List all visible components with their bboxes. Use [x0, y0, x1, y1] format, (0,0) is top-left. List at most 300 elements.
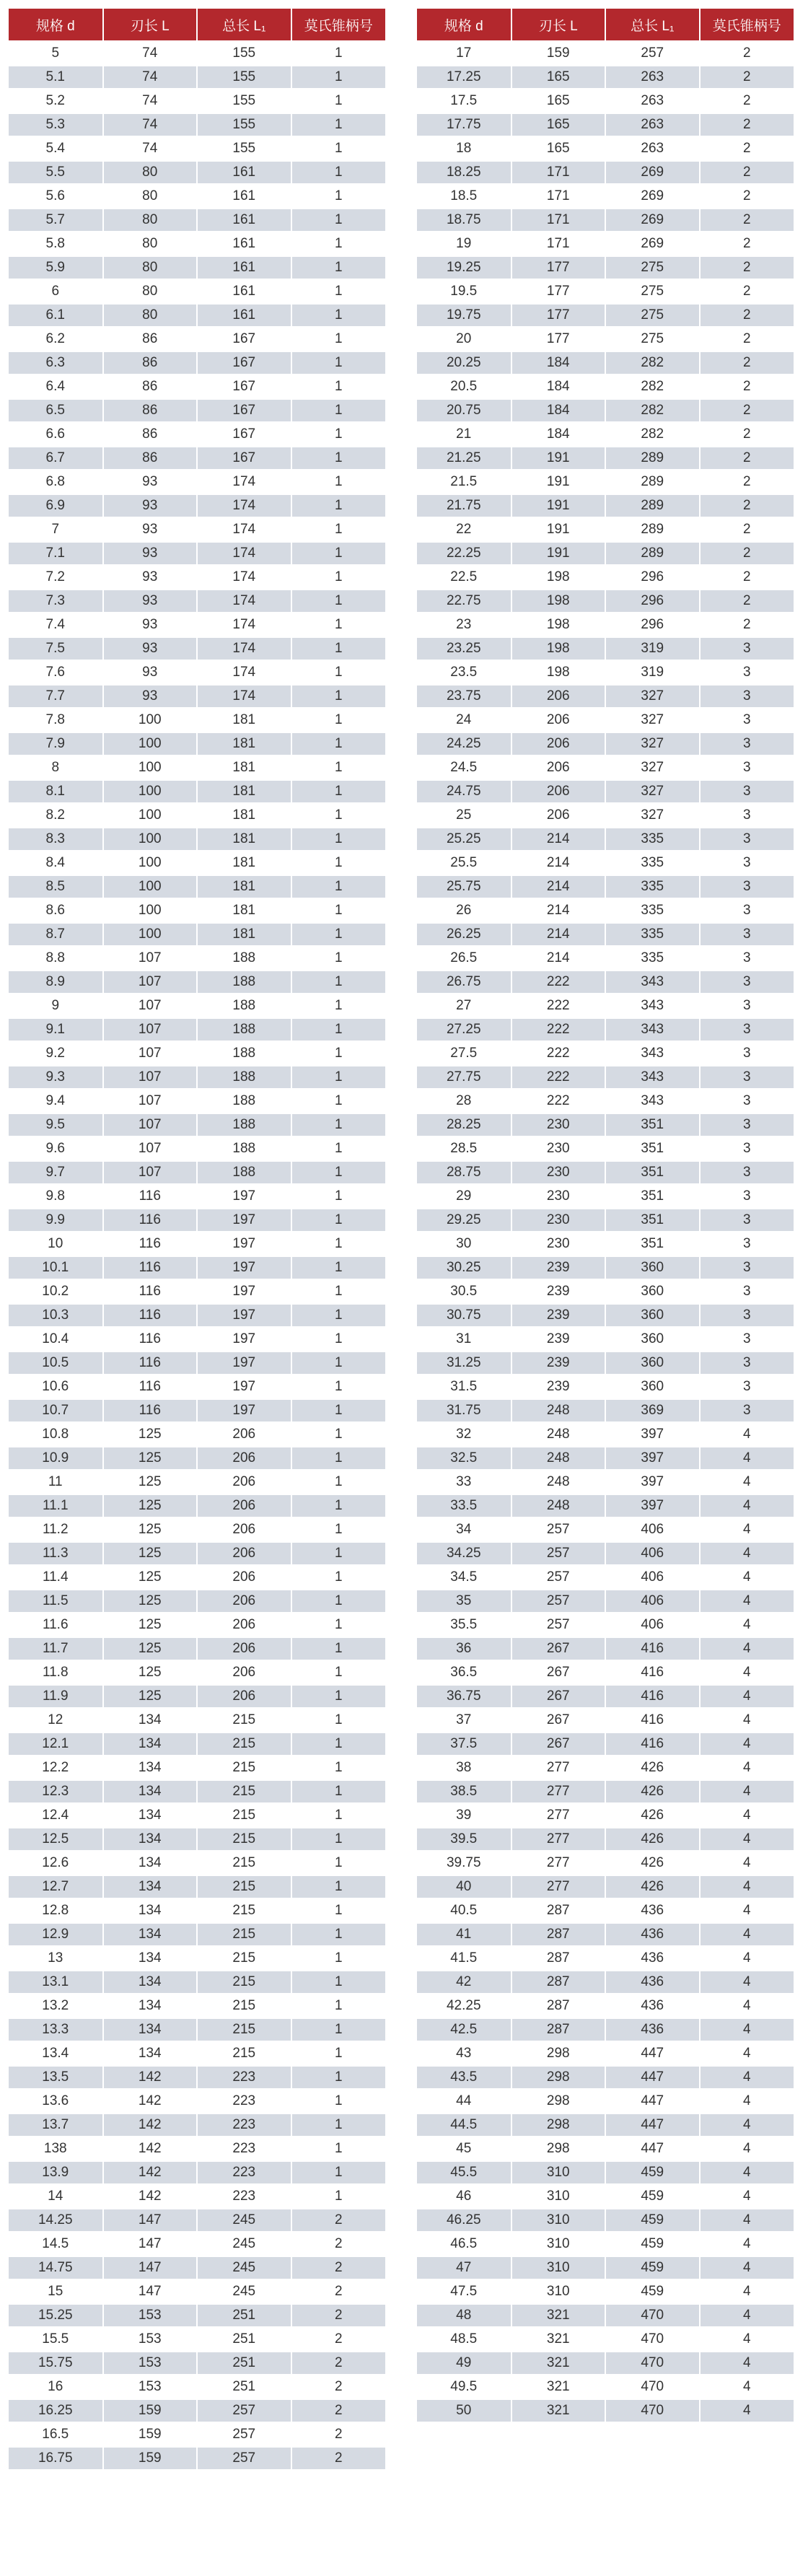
table-row [417, 2375, 794, 2399]
cell-spec-d: 12 [9, 1709, 103, 1732]
cell-flute-length: 74 [103, 89, 198, 113]
cell-total-length: 327 [605, 804, 700, 828]
table-row [9, 994, 385, 1018]
cell-morse-taper: 1 [291, 2042, 386, 2066]
table-row [417, 161, 794, 185]
cell-flute-length: 74 [103, 42, 198, 66]
cell-flute-length: 214 [511, 851, 606, 875]
cell-total-length: 296 [605, 590, 700, 613]
cell-spec-d: 11.3 [9, 1542, 103, 1566]
cell-morse-taper: 1 [291, 113, 386, 137]
table-row [9, 1137, 385, 1161]
cell-flute-length: 206 [511, 732, 606, 756]
cell-spec-d: 11.4 [9, 1566, 103, 1590]
cell-total-length: 197 [197, 1399, 291, 1423]
cell-spec-d: 5 [9, 42, 103, 66]
cell-total-length: 459 [605, 2209, 700, 2233]
table-row [417, 828, 794, 851]
cell-morse-taper: 4 [700, 2018, 794, 2042]
cell-morse-taper: 1 [291, 232, 386, 256]
cell-total-length: 447 [605, 2066, 700, 2090]
cell-morse-taper: 1 [291, 89, 386, 113]
cell-total-length: 206 [197, 1518, 291, 1542]
cell-morse-taper: 2 [291, 2209, 386, 2233]
cell-flute-length: 116 [103, 1185, 198, 1209]
cell-spec-d: 50 [417, 2399, 511, 2422]
table-row [9, 1447, 385, 1471]
cell-morse-taper: 1 [291, 2066, 386, 2090]
cell-spec-d: 6.6 [9, 423, 103, 447]
cell-total-length: 426 [605, 1875, 700, 1899]
cell-total-length: 197 [197, 1256, 291, 1280]
cell-morse-taper: 2 [700, 280, 794, 304]
cell-morse-taper: 4 [700, 1542, 794, 1566]
cell-flute-length: 153 [103, 2375, 198, 2399]
table-row [417, 1113, 794, 1137]
cell-morse-taper: 1 [291, 447, 386, 470]
table-row [9, 1852, 385, 1875]
cell-total-length: 360 [605, 1375, 700, 1399]
cell-spec-d: 9.1 [9, 1018, 103, 1042]
cell-morse-taper: 4 [700, 2304, 794, 2328]
cell-flute-length: 80 [103, 185, 198, 209]
cell-morse-taper: 3 [700, 732, 794, 756]
cell-flute-length: 321 [511, 2375, 606, 2399]
cell-morse-taper: 1 [291, 756, 386, 780]
cell-morse-taper: 1 [291, 1756, 386, 1780]
cell-spec-d: 5.4 [9, 137, 103, 161]
cell-flute-length: 142 [103, 2137, 198, 2161]
cell-flute-length: 222 [511, 1042, 606, 1066]
cell-morse-taper: 4 [700, 2352, 794, 2375]
table-row [9, 1780, 385, 1804]
cell-spec-d: 9.5 [9, 1113, 103, 1137]
cell-total-length: 335 [605, 899, 700, 923]
cell-flute-length: 134 [103, 1804, 198, 1828]
cell-total-length: 436 [605, 1994, 700, 2018]
table-row [417, 1304, 794, 1328]
table-row [9, 851, 385, 875]
cell-spec-d: 33.5 [417, 1494, 511, 1518]
cell-flute-length: 134 [103, 1780, 198, 1804]
cell-flute-length: 198 [511, 590, 606, 613]
cell-morse-taper: 2 [700, 470, 794, 494]
cell-spec-d: 23.75 [417, 685, 511, 709]
cell-total-length: 206 [197, 1613, 291, 1637]
cell-spec-d: 20.25 [417, 351, 511, 375]
cell-flute-length: 159 [103, 2423, 198, 2447]
table-header-row [417, 9, 794, 42]
table-row [9, 232, 385, 256]
cell-morse-taper: 1 [291, 399, 386, 423]
cell-spec-d: 37 [417, 1709, 511, 1732]
cell-flute-length: 287 [511, 1994, 606, 2018]
cell-flute-length: 80 [103, 209, 198, 232]
cell-spec-d: 46 [417, 2185, 511, 2209]
cell-flute-length: 74 [103, 113, 198, 137]
cell-total-length: 206 [197, 1447, 291, 1471]
cell-spec-d: 46.25 [417, 2209, 511, 2233]
cell-morse-taper: 1 [291, 1185, 386, 1209]
cell-spec-d: 30 [417, 1232, 511, 1256]
cell-flute-length: 165 [511, 137, 606, 161]
cell-morse-taper: 1 [291, 1090, 386, 1113]
cell-spec-d: 5.5 [9, 161, 103, 185]
table-row [417, 209, 794, 232]
cell-morse-taper: 1 [291, 209, 386, 232]
cell-flute-length: 116 [103, 1399, 198, 1423]
cell-total-length: 406 [605, 1613, 700, 1637]
cell-morse-taper: 1 [291, 2113, 386, 2137]
cell-morse-taper: 3 [700, 923, 794, 947]
table-row [9, 1613, 385, 1637]
header-spec-d: 规格 d [417, 9, 511, 42]
cell-morse-taper: 1 [291, 256, 386, 280]
cell-flute-length: 287 [511, 1899, 606, 1923]
cell-spec-d: 6.2 [9, 328, 103, 351]
cell-total-length: 155 [197, 66, 291, 89]
table-row [417, 1780, 794, 1804]
cell-flute-length: 222 [511, 994, 606, 1018]
cell-morse-taper: 1 [291, 351, 386, 375]
cell-flute-length: 93 [103, 518, 198, 542]
cell-spec-d: 12.1 [9, 1732, 103, 1756]
cell-morse-taper: 2 [700, 137, 794, 161]
cell-spec-d: 9.2 [9, 1042, 103, 1066]
cell-spec-d: 39.5 [417, 1828, 511, 1852]
cell-morse-taper: 2 [700, 447, 794, 470]
cell-spec-d: 45.5 [417, 2161, 511, 2185]
cell-spec-d: 16 [9, 2375, 103, 2399]
cell-flute-length: 298 [511, 2113, 606, 2137]
table-row [9, 1066, 385, 1090]
table-row [9, 1351, 385, 1375]
cell-total-length: 181 [197, 732, 291, 756]
cell-morse-taper: 3 [700, 637, 794, 661]
cell-spec-d: 11.9 [9, 1685, 103, 1709]
cell-flute-length: 134 [103, 1828, 198, 1852]
cell-flute-length: 230 [511, 1113, 606, 1137]
cell-total-length: 459 [605, 2256, 700, 2280]
cell-spec-d: 15.25 [9, 2304, 103, 2328]
cell-morse-taper: 1 [291, 590, 386, 613]
table-row [9, 304, 385, 328]
table-row [9, 1994, 385, 2018]
cell-total-length: 397 [605, 1494, 700, 1518]
cell-spec-d: 15.75 [9, 2352, 103, 2375]
cell-morse-taper: 1 [291, 518, 386, 542]
cell-spec-d: 48 [417, 2304, 511, 2328]
cell-spec-d: 7.4 [9, 613, 103, 637]
cell-morse-taper: 4 [700, 2090, 794, 2113]
cell-flute-length: 230 [511, 1232, 606, 1256]
cell-flute-length: 142 [103, 2090, 198, 2113]
cell-flute-length: 134 [103, 2018, 198, 2042]
table-row [417, 732, 794, 756]
cell-total-length: 215 [197, 1804, 291, 1828]
table-row [9, 875, 385, 899]
table-row [9, 637, 385, 661]
cell-morse-taper: 1 [291, 1256, 386, 1280]
cell-morse-taper: 2 [700, 328, 794, 351]
cell-flute-length: 93 [103, 685, 198, 709]
table-row [417, 1518, 794, 1542]
cell-flute-length: 214 [511, 923, 606, 947]
cell-spec-d: 6.3 [9, 351, 103, 375]
cell-flute-length: 321 [511, 2328, 606, 2352]
cell-total-length: 459 [605, 2185, 700, 2209]
cell-spec-d: 49 [417, 2352, 511, 2375]
cell-flute-length: 230 [511, 1209, 606, 1232]
table-row [417, 1090, 794, 1113]
cell-spec-d: 12.5 [9, 1828, 103, 1852]
cell-total-length: 397 [605, 1423, 700, 1447]
table-row [9, 1875, 385, 1899]
cell-total-length: 263 [605, 137, 700, 161]
cell-total-length: 223 [197, 2185, 291, 2209]
cell-flute-length: 134 [103, 2042, 198, 2066]
table-row [9, 2352, 385, 2375]
cell-total-length: 245 [197, 2280, 291, 2304]
cell-total-length: 459 [605, 2233, 700, 2256]
cell-spec-d: 11.6 [9, 1613, 103, 1637]
table-row [9, 899, 385, 923]
cell-spec-d: 12.2 [9, 1756, 103, 1780]
table-row [417, 637, 794, 661]
cell-morse-taper: 4 [700, 1423, 794, 1447]
cell-morse-taper: 4 [700, 1613, 794, 1637]
cell-total-length: 181 [197, 756, 291, 780]
cell-morse-taper: 1 [291, 899, 386, 923]
cell-morse-taper: 1 [291, 923, 386, 947]
cell-flute-length: 177 [511, 304, 606, 328]
cell-morse-taper: 1 [291, 1399, 386, 1423]
table-row [417, 470, 794, 494]
cell-flute-length: 257 [511, 1613, 606, 1637]
cell-total-length: 188 [197, 971, 291, 994]
cell-spec-d: 6.4 [9, 375, 103, 399]
cell-flute-length: 147 [103, 2233, 198, 2256]
table-row [417, 280, 794, 304]
cell-total-length: 188 [197, 1066, 291, 1090]
cell-total-length: 282 [605, 423, 700, 447]
cell-morse-taper: 1 [291, 1709, 386, 1732]
table-row [9, 328, 385, 351]
cell-flute-length: 184 [511, 375, 606, 399]
cell-morse-taper: 3 [700, 1256, 794, 1280]
cell-morse-taper: 2 [700, 590, 794, 613]
cell-total-length: 223 [197, 2161, 291, 2185]
cell-spec-d: 19.25 [417, 256, 511, 280]
cell-morse-taper: 4 [700, 2328, 794, 2352]
cell-morse-taper: 2 [700, 161, 794, 185]
table-row [9, 2304, 385, 2328]
cell-total-length: 188 [197, 1161, 291, 1185]
cell-total-length: 215 [197, 2042, 291, 2066]
table-row [417, 1209, 794, 1232]
cell-flute-length: 107 [103, 971, 198, 994]
cell-spec-d: 34.25 [417, 1542, 511, 1566]
table-row [417, 1280, 794, 1304]
cell-spec-d: 10.1 [9, 1256, 103, 1280]
cell-total-length: 327 [605, 732, 700, 756]
table-row [9, 1328, 385, 1351]
table-row [9, 209, 385, 232]
table-row [417, 756, 794, 780]
cell-morse-taper: 1 [291, 685, 386, 709]
cell-flute-length: 177 [511, 328, 606, 351]
table-row [417, 566, 794, 590]
cell-total-length: 343 [605, 994, 700, 1018]
cell-spec-d: 11.8 [9, 1661, 103, 1685]
cell-flute-length: 134 [103, 1923, 198, 1947]
cell-morse-taper: 4 [700, 2137, 794, 2161]
cell-morse-taper: 4 [700, 1828, 794, 1852]
cell-morse-taper: 1 [291, 66, 386, 89]
cell-flute-length: 184 [511, 399, 606, 423]
cell-total-length: 161 [197, 304, 291, 328]
cell-total-length: 188 [197, 1042, 291, 1066]
table-row [9, 2423, 385, 2447]
header-total-length: 总长 L₁ [605, 9, 700, 42]
table-row [417, 2233, 794, 2256]
table-row [9, 2209, 385, 2233]
cell-spec-d: 21 [417, 423, 511, 447]
cell-flute-length: 310 [511, 2185, 606, 2209]
cell-morse-taper: 3 [700, 1113, 794, 1137]
table-row [9, 756, 385, 780]
cell-spec-d: 28.5 [417, 1137, 511, 1161]
cell-flute-length: 142 [103, 2161, 198, 2185]
cell-morse-taper: 3 [700, 899, 794, 923]
cell-morse-taper: 4 [700, 2280, 794, 2304]
cell-morse-taper: 3 [700, 661, 794, 685]
cell-morse-taper: 2 [700, 185, 794, 209]
cell-flute-length: 107 [103, 1018, 198, 1042]
cell-spec-d: 36.75 [417, 1685, 511, 1709]
table-row [417, 1328, 794, 1351]
cell-morse-taper: 4 [700, 1637, 794, 1661]
cell-flute-length: 134 [103, 1852, 198, 1875]
cell-morse-taper: 2 [291, 2256, 386, 2280]
cell-flute-length: 80 [103, 256, 198, 280]
table-row [417, 899, 794, 923]
cell-total-length: 223 [197, 2066, 291, 2090]
table-row [9, 1947, 385, 1971]
cell-flute-length: 159 [103, 2399, 198, 2423]
table-row [417, 328, 794, 351]
cell-morse-taper: 3 [700, 971, 794, 994]
cell-morse-taper: 2 [291, 2328, 386, 2352]
table-row [9, 1090, 385, 1113]
cell-spec-d: 13.6 [9, 2090, 103, 2113]
cell-flute-length: 267 [511, 1709, 606, 1732]
cell-morse-taper: 1 [291, 137, 386, 161]
cell-total-length: 181 [197, 851, 291, 875]
table-row [9, 1471, 385, 1494]
cell-morse-taper: 3 [700, 1042, 794, 1066]
table-row [417, 1875, 794, 1899]
cell-flute-length: 321 [511, 2352, 606, 2375]
cell-flute-length: 248 [511, 1423, 606, 1447]
cell-morse-taper: 4 [700, 1447, 794, 1471]
table-row [417, 1399, 794, 1423]
cell-spec-d: 17.75 [417, 113, 511, 137]
cell-spec-d: 11.2 [9, 1518, 103, 1542]
cell-flute-length: 116 [103, 1209, 198, 1232]
cell-flute-length: 159 [103, 2447, 198, 2470]
header-morse-taper: 莫氏锥柄号 [700, 9, 794, 42]
cell-morse-taper: 1 [291, 1732, 386, 1756]
cell-total-length: 360 [605, 1351, 700, 1375]
cell-total-length: 289 [605, 470, 700, 494]
table-row [9, 1185, 385, 1209]
cell-total-length: 215 [197, 1852, 291, 1875]
table-row [9, 1804, 385, 1828]
cell-spec-d: 9.6 [9, 1137, 103, 1161]
cell-total-length: 215 [197, 1875, 291, 1899]
cell-spec-d: 6 [9, 280, 103, 304]
cell-flute-length: 198 [511, 613, 606, 637]
cell-flute-length: 107 [103, 947, 198, 971]
table-row [417, 1018, 794, 1042]
cell-flute-length: 239 [511, 1328, 606, 1351]
table-row [9, 661, 385, 685]
cell-morse-taper: 3 [700, 756, 794, 780]
table-row [9, 1161, 385, 1185]
table-row [9, 613, 385, 637]
cell-total-length: 275 [605, 304, 700, 328]
cell-total-length: 397 [605, 1447, 700, 1471]
table-row [9, 1756, 385, 1780]
table-row [9, 161, 385, 185]
table-row [417, 137, 794, 161]
cell-spec-d: 8.8 [9, 947, 103, 971]
cell-total-length: 188 [197, 1090, 291, 1113]
cell-spec-d: 18.25 [417, 161, 511, 185]
cell-flute-length: 100 [103, 899, 198, 923]
cell-morse-taper: 1 [291, 161, 386, 185]
cell-spec-d: 12.6 [9, 1852, 103, 1875]
cell-spec-d: 36 [417, 1637, 511, 1661]
cell-spec-d: 5.6 [9, 185, 103, 209]
cell-flute-length: 177 [511, 280, 606, 304]
cell-spec-d: 30.75 [417, 1304, 511, 1328]
cell-total-length: 470 [605, 2328, 700, 2352]
cell-total-length: 351 [605, 1232, 700, 1256]
cell-total-length: 197 [197, 1328, 291, 1351]
cell-morse-taper: 2 [700, 613, 794, 637]
cell-morse-taper: 3 [700, 685, 794, 709]
cell-spec-d: 13.3 [9, 2018, 103, 2042]
cell-total-length: 436 [605, 1923, 700, 1947]
table-row [9, 1899, 385, 1923]
cell-morse-taper: 1 [291, 1780, 386, 1804]
cell-total-length: 335 [605, 923, 700, 947]
cell-flute-length: 134 [103, 1994, 198, 2018]
cell-spec-d: 13.2 [9, 1994, 103, 2018]
cell-morse-taper: 4 [700, 1518, 794, 1542]
cell-flute-length: 86 [103, 399, 198, 423]
cell-spec-d: 8.4 [9, 851, 103, 875]
cell-total-length: 188 [197, 1018, 291, 1042]
table-row [417, 1971, 794, 1994]
table-row [417, 1613, 794, 1637]
cell-flute-length: 277 [511, 1828, 606, 1852]
cell-morse-taper: 2 [700, 494, 794, 518]
table-row [417, 66, 794, 89]
cell-morse-taper: 3 [700, 780, 794, 804]
